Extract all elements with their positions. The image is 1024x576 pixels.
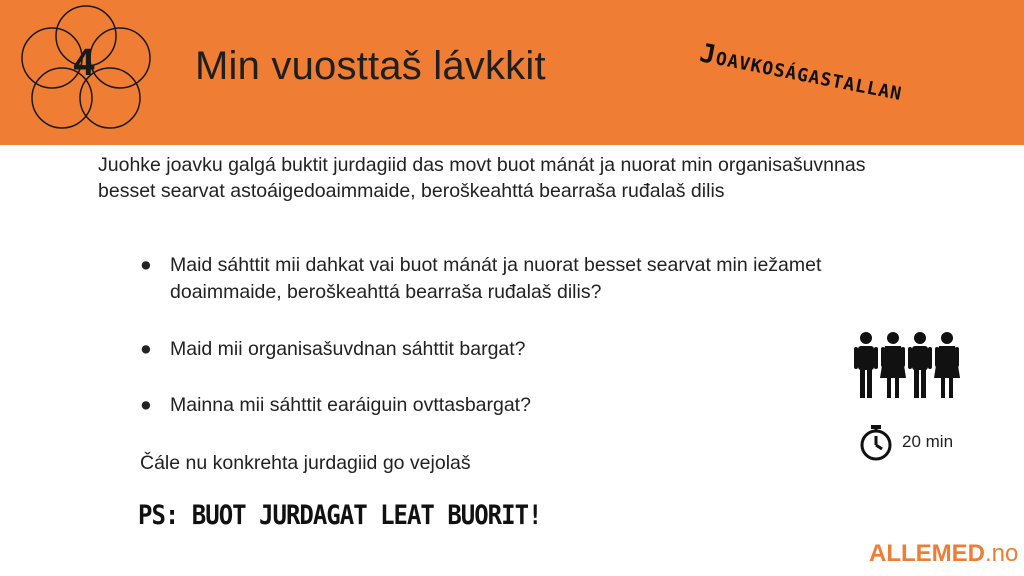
- closing-text: Čále nu konkrehta jurdagiid go vejolaš: [140, 452, 471, 474]
- bullet-icon: ●: [140, 254, 152, 276]
- list-item-text: Mainna mii sáhttit earáiguin ovttasbargat?: [170, 394, 531, 416]
- ps-note: PS: BUOT JURDAGAT LEAT BUORIT!: [138, 500, 542, 531]
- list-item: [140, 252, 900, 306]
- header-bar: [0, 0, 1024, 145]
- step-number: 4: [73, 42, 95, 84]
- list-item-text: Maid sáhttit mii dahkat vai buot mánát ja nuorat besset searvat min iežamet doaimmaide, beroškeahttá bearraša ruđalaš dilis?: [170, 254, 822, 303]
- list-item-text: Maid mii organisašuvdnan sáhttit bargat?: [170, 338, 526, 360]
- bullet-icon: ●: [140, 394, 152, 416]
- topic-tag: Joavkoságastallan: [697, 38, 906, 108]
- bullet-icon: ●: [140, 338, 152, 360]
- brand-logo: ALLEMED.no: [869, 540, 1019, 567]
- list-item: [140, 392, 900, 419]
- group-people-icon: [852, 330, 962, 400]
- page-title: Min vuosttaš lávkkit: [195, 44, 546, 88]
- stopwatch-icon: [858, 424, 894, 462]
- list-item: [140, 336, 900, 363]
- intro-text: Juohke joavku galgá buktit jurdagiid das movt buot mánát ja nuorat min organisašuvnnas besset searvat astoáigedoaimmaide, beroškeahttá bearraša ruđalaš dilis: [98, 154, 866, 202]
- timer-label: 20 min: [902, 432, 954, 451]
